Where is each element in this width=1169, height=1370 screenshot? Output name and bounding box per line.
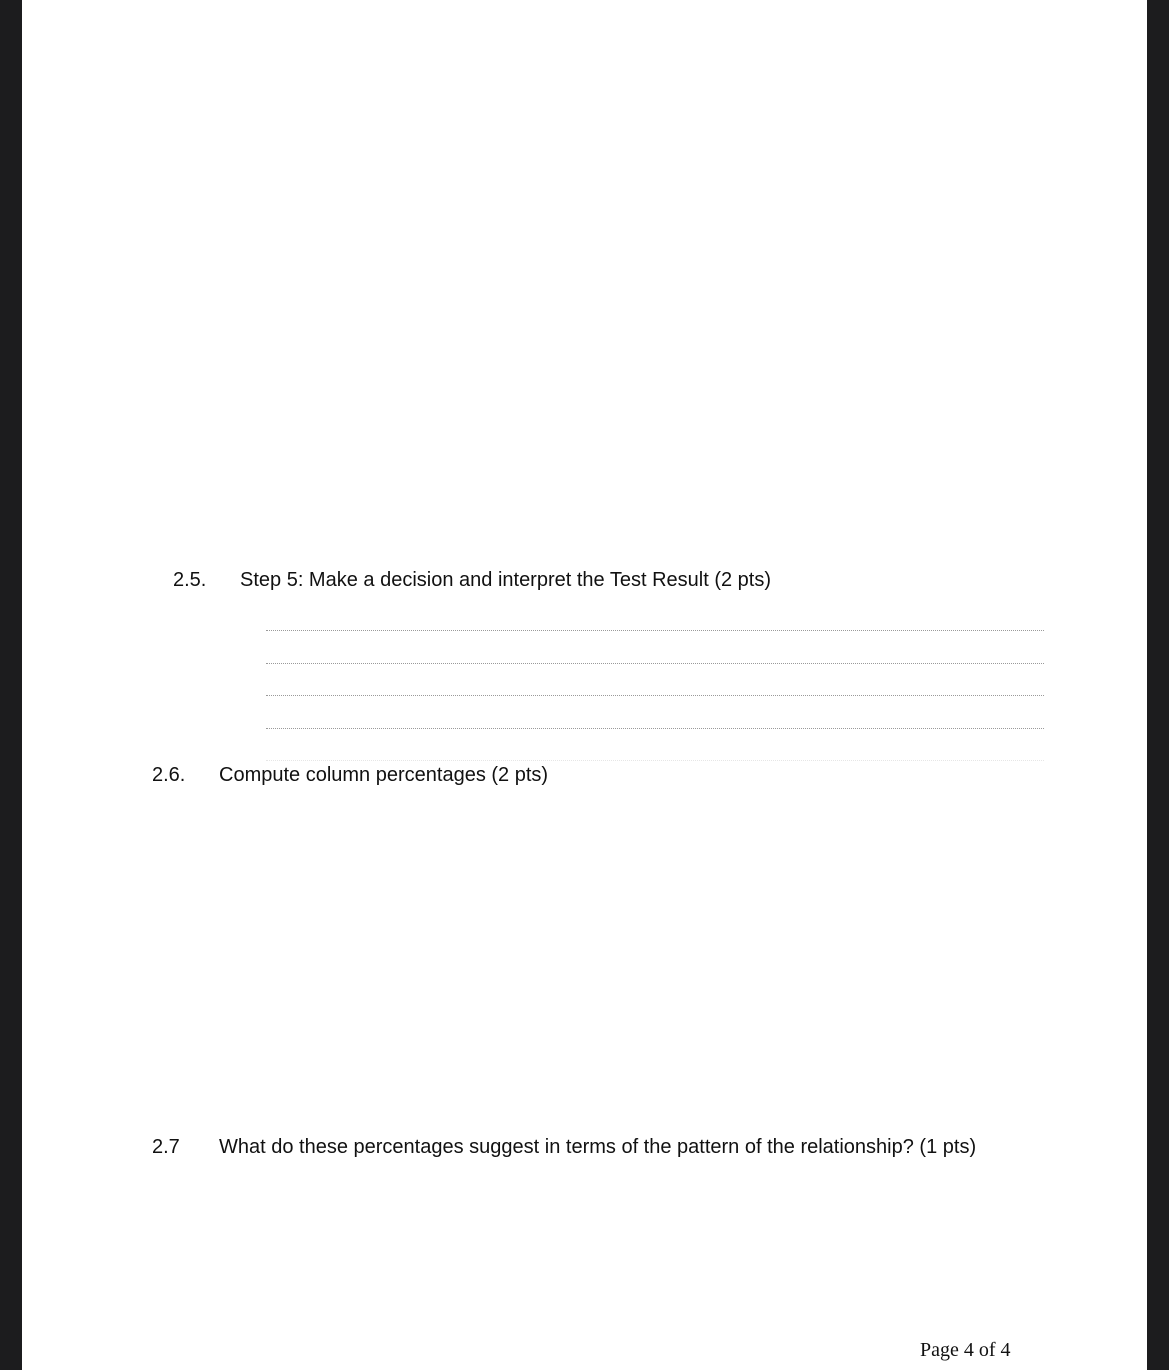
answer-line	[266, 663, 1044, 664]
question-text: Compute column percentages (2 pts)	[219, 764, 549, 786]
document-page	[22, 0, 1147, 1370]
answer-line	[266, 760, 1044, 761]
question-number: 2.5.	[173, 569, 207, 591]
page-number: Page 4 of 4	[920, 1339, 1011, 1361]
answer-line	[266, 728, 1044, 729]
question-text: Step 5: Make a decision and interpret the Test Result (2 pts)	[240, 569, 772, 591]
question-number: 2.6.	[152, 764, 186, 786]
answer-line	[266, 630, 1044, 631]
question-number: 2.7	[152, 1136, 180, 1158]
answer-line	[266, 695, 1044, 696]
question-text: What do these percentages suggest in terms of the pattern of the relationship? (1 pts)	[219, 1136, 977, 1158]
